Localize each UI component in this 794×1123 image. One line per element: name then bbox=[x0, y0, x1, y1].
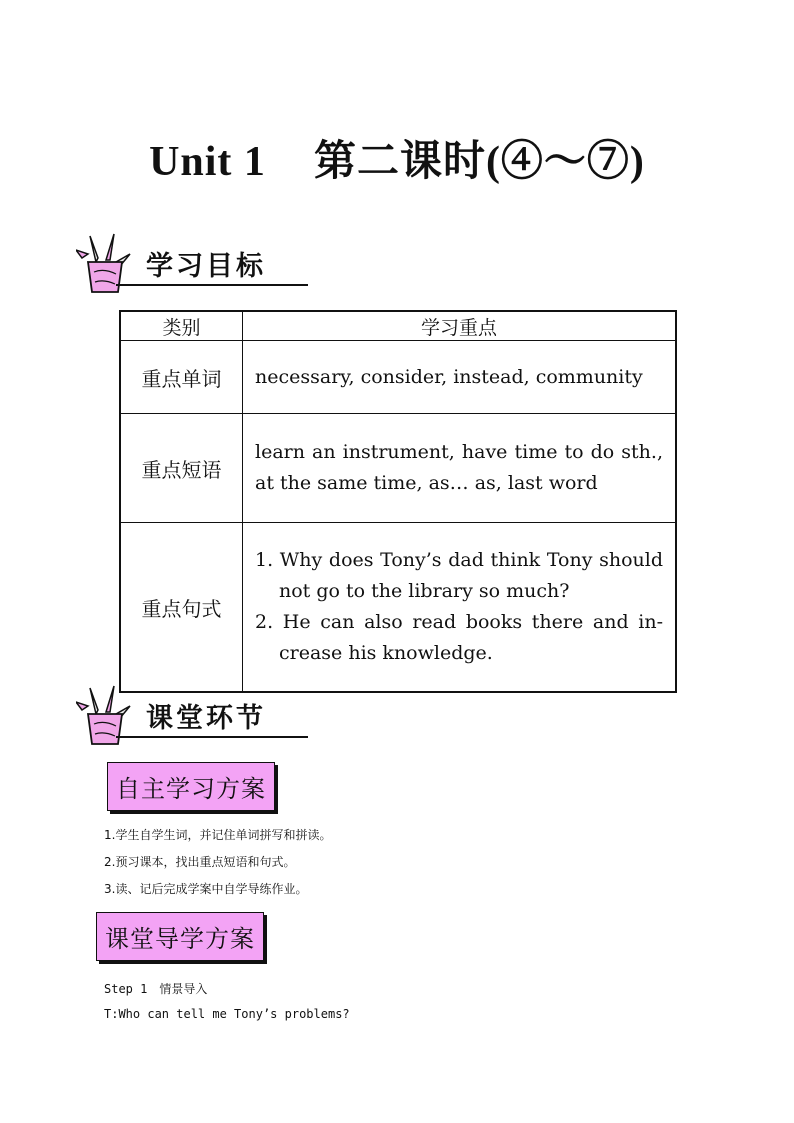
row-category: 重点短语 bbox=[120, 414, 243, 523]
self-study-list bbox=[104, 822, 331, 903]
row-content: learn an instrument, have time to do sth., at the same time, as… as, last word bbox=[243, 414, 677, 523]
teacher-question: T:Who can tell me Tony’s problems? bbox=[104, 1007, 350, 1021]
header-focus: 学习重点 bbox=[243, 311, 677, 341]
table-row bbox=[120, 523, 676, 693]
list-item: 3.读、记后完成学案中自学导练作业。 bbox=[104, 882, 308, 896]
title-unit: Unit 1 bbox=[149, 139, 266, 185]
goals-table bbox=[119, 310, 677, 693]
header-category: 类别 bbox=[120, 311, 243, 341]
table-header-row bbox=[120, 311, 676, 341]
row-category: 重点单词 bbox=[120, 341, 243, 414]
section-header-goals bbox=[76, 232, 316, 296]
step-heading: Step 1 情景导入 bbox=[104, 982, 208, 996]
section-label-class: 课堂环节 bbox=[146, 703, 266, 734]
row-content: necessary, consider, instead, community bbox=[243, 341, 677, 414]
section-label-goals: 学习目标 bbox=[146, 251, 266, 282]
page-title bbox=[0, 128, 794, 188]
table-row bbox=[120, 414, 676, 523]
section-underline bbox=[116, 736, 308, 738]
list-item: 2.预习课本，找出重点短语和句式。 bbox=[104, 855, 296, 869]
row-category: 重点句式 bbox=[120, 523, 243, 693]
self-study-label: 自主学习方案 bbox=[107, 762, 275, 811]
table-row bbox=[120, 341, 676, 414]
section-header-class bbox=[76, 684, 316, 748]
section-underline bbox=[116, 284, 308, 286]
title-lesson: 第二课时(④～⑦) bbox=[313, 139, 645, 185]
row-content bbox=[243, 523, 677, 693]
sentence-item: 2. He can also read books there and in-crease his knowledge. bbox=[255, 611, 663, 664]
list-item: 1.学生自学生词，并记住单词拼写和拼读。 bbox=[104, 828, 332, 842]
sentence-item: 1. Why does Tony’s dad think Tony should not go to the library so much? bbox=[255, 549, 663, 602]
class-guide-label: 课堂导学方案 bbox=[96, 912, 264, 961]
